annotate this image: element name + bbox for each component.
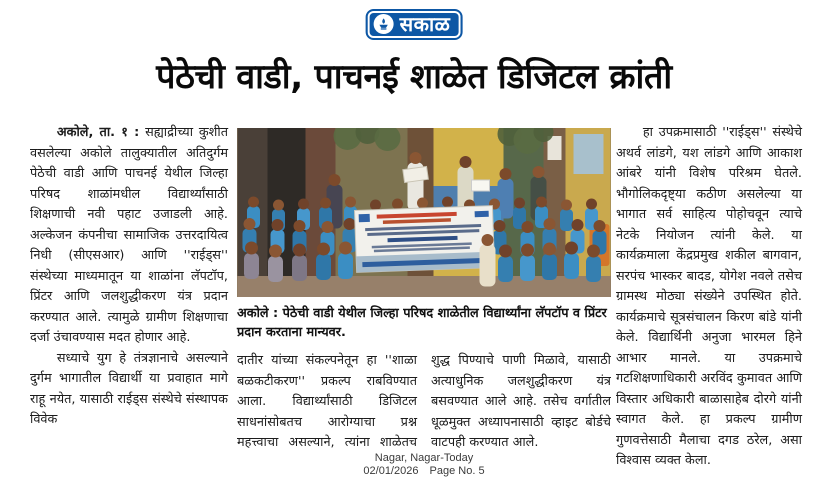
dateline: अकोले, ता. १ : — [56, 125, 140, 140]
article-right-column — [616, 123, 802, 472]
footer-edition: Nagar, Nagar-Today — [374, 452, 474, 464]
article-middle-columns: दातीर यांच्या संकल्पनेतून हा ''शाळा बळकटीकरण'' प्रकल्प राबविण्यात आला. विद्यार्थ्यांसाठी डिजिटल साधनांसोबतच आरोग्याचा प्रश्न महत्त्वाचा असल्याने, त्यांना शाळेतच शुद्ध पिण्याचे पाणी मिळावे, यासाठी अत्याधुनिक जलशुद्धीकरण यंत्र बसवण्यात आले आहे. तसेच वर्गातील धूळमुक्त अध्यापनासाठी व्हाइट बोर्डचे वाटपही करण्यात आले. — [237, 353, 611, 450]
article-headline: पेठेची वाडी, पाचनई शाळेत डिजिटल क्रांती — [156, 57, 672, 97]
footer-page: Page No. 5 — [429, 465, 485, 477]
left-paragraph-2: सध्याचे युग हे तंत्रज्ञानाचे असल्याने दुर्गम भागातील विद्यार्थी या प्रवाहात मागे राहू नयेत, यासाठी राईड्स संस्थेचे संस्थापक विवेक — [30, 350, 228, 427]
lamp-icon — [374, 14, 394, 34]
news-photo-illustration — [237, 128, 611, 297]
left-paragraph-1-text: सह्याद्रीच्या कुशीत वसलेल्या अकोले तालुक्यातील अतिदुर्गम पेठेची वाडी आणि पाचनई येथील जिल्हा परिषद शाळांमधील विद्यार्थ्यांसाठी शिक्षणाची नवी पहाट उजाडली आहे. अल्केजन कंपनीचा सामाजिक उत्तरदायित्व निधी (सीएसआर) आणि ''राईड्स'' संस्थेच्या माध्यमातून या शाळांना लॅपटॉप, प्रिंटर आणि जलशुद्धीकरण यंत्र प्रदान करण्यात आले. त्यामुळे ग्रामीण शिक्षणाचा दर्जा उंचावण्यास मदत होणार आहे. — [30, 125, 228, 345]
footer-date: 02/01/2026 — [363, 465, 419, 477]
clipping-footer — [237, 452, 611, 478]
masthead-logo-text: सकाळ — [399, 12, 451, 36]
news-photo — [237, 128, 611, 297]
footer-date-line — [237, 465, 611, 478]
article-center-block — [237, 128, 611, 469]
photo-caption: अकोले : पेठेची वाडी येथील जिल्हा परिषद शाळेतील विद्यार्थ्यांना लॅपटॉप व प्रिंटर प्रदान करताना मान्यवर. — [237, 306, 607, 340]
masthead-logo — [368, 11, 461, 38]
right-paragraph: हा उपक्रमासाठी ''राईड्स'' संस्थेचे अथर्व लांडगे, यश लांडगे आणि आकाश आंबरे यांनी विशेष परिश्रम घेतले. भौगोलिकदृष्ट्या कठीण असलेल्या या भागात सर्व साहित्य पोहोचवून त्याचे नेटके नियोजन त्यांनी केले. या कार्यक्रमाला केंद्रप्रमुख शकील बागवान, सरपंच भास्कर बादड, योगेश नवले तसेच ग्रामस्थ मोठ्या संख्येने उपस्थित होते. कार्यक्रमाचे सूत्रसंचालन किरण बांडे यांनी केले. विद्यार्थिनी अनुजा भारमल हिने आभार मानले. या उपक्रमाचे गटशिक्षणाधिकारी अरविंद कुमावत आणि विस्तार अधिकारी बाळासाहेब दोरगे यांनी स्वागत केले. हा प्रकल्प ग्रामीण गुणवत्तेसाठी मैलाचा दगड ठरेल, असा विश्वास व्यक्त केला. — [616, 125, 802, 468]
left-paragraph-1 — [30, 123, 228, 349]
article-left-column — [30, 123, 228, 431]
event-banner — [354, 206, 494, 273]
